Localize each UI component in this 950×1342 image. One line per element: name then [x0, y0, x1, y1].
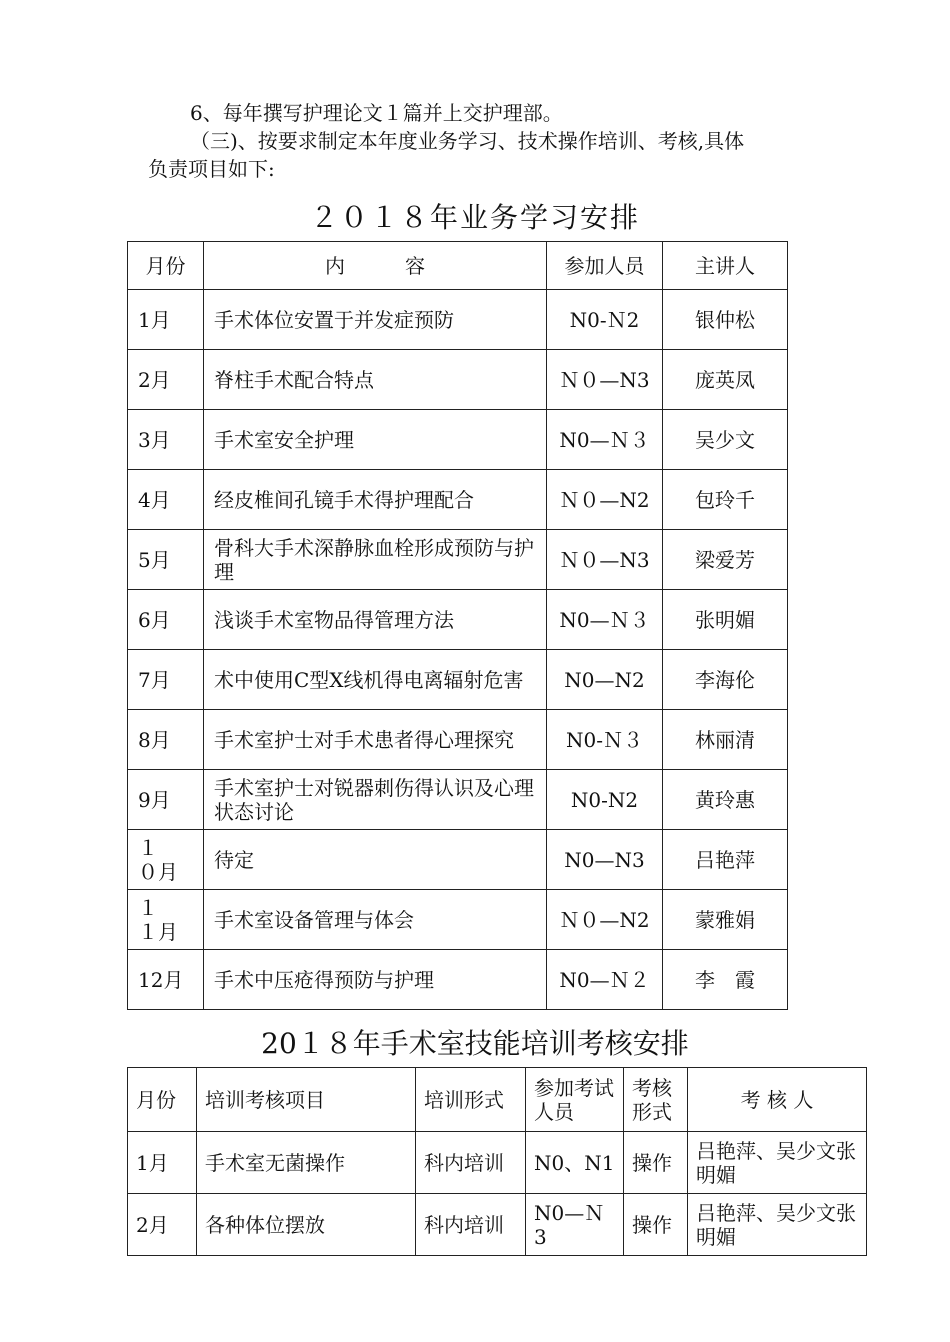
month-cell: 1月 [128, 1132, 197, 1194]
form-cell: 科内培训 [416, 1194, 526, 1256]
study-title: ２０１８年业务学习安排 [309, 201, 640, 234]
month-cell: 8月 [128, 710, 204, 770]
speaker-cell: 黄玲惠 [663, 770, 788, 830]
participants-cell: Ｎ０—N2 [547, 890, 663, 950]
header-item: 培训考核项目 [197, 1068, 416, 1132]
header-exam-type: 考核形式 [624, 1068, 688, 1132]
participants-cell: N0-Ｎ2 [547, 290, 663, 350]
intro-line-3: 负责项目如下: [148, 157, 275, 181]
skill-title: 20１８年手术室技能培训考核安排 [261, 1027, 689, 1060]
intro-line-1: 6、每年撰写护理论文１篇并上交护理部。 [190, 101, 563, 125]
content-cell: 经皮椎间孔镜手术得护理配合 [204, 470, 547, 530]
month-cell: 3月 [128, 410, 204, 470]
month-cell: 7月 [128, 650, 204, 710]
participants-cell: Ｎ０—N2 [547, 470, 663, 530]
speaker-cell: 林丽清 [663, 710, 788, 770]
participants-cell: N0-N2 [547, 770, 663, 830]
table-row [128, 770, 788, 830]
content-cell: 待定 [204, 830, 547, 890]
header-examinees: 参加考试人员 [526, 1068, 624, 1132]
content-cell: 浅谈手术室物品得管理方法 [204, 590, 547, 650]
speaker-cell: 李海伦 [663, 650, 788, 710]
speaker-cell: 张明媚 [663, 590, 788, 650]
table-row [128, 710, 788, 770]
content-cell: 手术室护士对手术患者得心理探究 [204, 710, 547, 770]
skill-table-body [128, 1068, 867, 1256]
examinees-cell: N0—Ｎ3 [526, 1194, 624, 1256]
content-cell: 术中使用C型X线机得电离辐射危害 [204, 650, 547, 710]
participants-cell: Ｎ０—N3 [547, 350, 663, 410]
speaker-cell: 银仲松 [663, 290, 788, 350]
item-cell: 各种体位摆放 [197, 1194, 416, 1256]
skill-header-row [128, 1068, 867, 1132]
participants-cell: N0—N2 [547, 650, 663, 710]
month-cell: 2月 [128, 350, 204, 410]
table-row [128, 290, 788, 350]
skill-training-table [127, 1067, 867, 1256]
content-cell: 脊柱手术配合特点 [204, 350, 547, 410]
table-row [128, 1132, 867, 1194]
form-cell: 科内培训 [416, 1132, 526, 1194]
header-participants: 参加人员 [547, 242, 663, 290]
header-speaker: 主讲人 [663, 242, 788, 290]
examinees-cell: N0、N1 [526, 1132, 624, 1194]
study-header-row [128, 242, 788, 290]
month-cell: 6月 [128, 590, 204, 650]
participants-cell: N0—Ｎ３ [547, 590, 663, 650]
month-cell: 1月 [128, 290, 204, 350]
header-month: 月份 [128, 1068, 197, 1132]
header-examiner: 考 核 人 [688, 1068, 867, 1132]
table-row [128, 1194, 867, 1256]
content-cell: 手术室设备管理与体会 [204, 890, 547, 950]
month-cell: 9月 [128, 770, 204, 830]
item-cell: 手术室无菌操作 [197, 1132, 416, 1194]
intro-line-2: （三)、按要求制定本年度业务学习、技术操作培训、考核,具体 [190, 129, 745, 153]
participants-cell: N0—N3 [547, 830, 663, 890]
speaker-cell: 包玲千 [663, 470, 788, 530]
examiner-cell: 吕艳萍、吴少文张明媚 [688, 1194, 867, 1256]
table-row [128, 590, 788, 650]
exam-type-cell: 操作 [624, 1194, 688, 1256]
speaker-cell: 李 霞 [663, 950, 788, 1010]
content-cell: 手术室安全护理 [204, 410, 547, 470]
study-schedule-table [127, 241, 788, 1010]
content-cell: 骨科大手术深静脉血栓形成预防与护理 [204, 530, 547, 590]
table-row [128, 890, 788, 950]
header-month: 月份 [128, 242, 204, 290]
exam-type-cell: 操作 [624, 1132, 688, 1194]
participants-cell: N0—Ｎ３ [547, 410, 663, 470]
month-cell: １ ０月 [128, 830, 204, 890]
study-table-body [128, 242, 788, 1010]
month-cell: 4月 [128, 470, 204, 530]
speaker-cell: 吴少文 [663, 410, 788, 470]
speaker-cell: 庞英凤 [663, 350, 788, 410]
table-row [128, 350, 788, 410]
month-cell: １ １月 [128, 890, 204, 950]
table-row [128, 470, 788, 530]
table-row [128, 410, 788, 470]
table-row [128, 530, 788, 590]
table-row [128, 830, 788, 890]
content-cell: 手术室护士对锐器刺伤得认识及心理状态讨论 [204, 770, 547, 830]
month-cell: 12月 [128, 950, 204, 1010]
content-cell: 手术中压疮得预防与护理 [204, 950, 547, 1010]
participants-cell: N0-Ｎ３ [547, 710, 663, 770]
table-row [128, 950, 788, 1010]
participants-cell: N0—Ｎ２ [547, 950, 663, 1010]
header-content: 内 容 [204, 242, 547, 290]
content-cell: 手术体位安置于并发症预防 [204, 290, 547, 350]
examiner-cell: 吕艳萍、吴少文张明媚 [688, 1132, 867, 1194]
speaker-cell: 蒙雅娟 [663, 890, 788, 950]
header-form: 培训形式 [416, 1068, 526, 1132]
month-cell: 5月 [128, 530, 204, 590]
speaker-cell: 梁爱芳 [663, 530, 788, 590]
table-row [128, 650, 788, 710]
participants-cell: Ｎ０—N3 [547, 530, 663, 590]
month-cell: 2月 [128, 1194, 197, 1256]
speaker-cell: 吕艳萍 [663, 830, 788, 890]
